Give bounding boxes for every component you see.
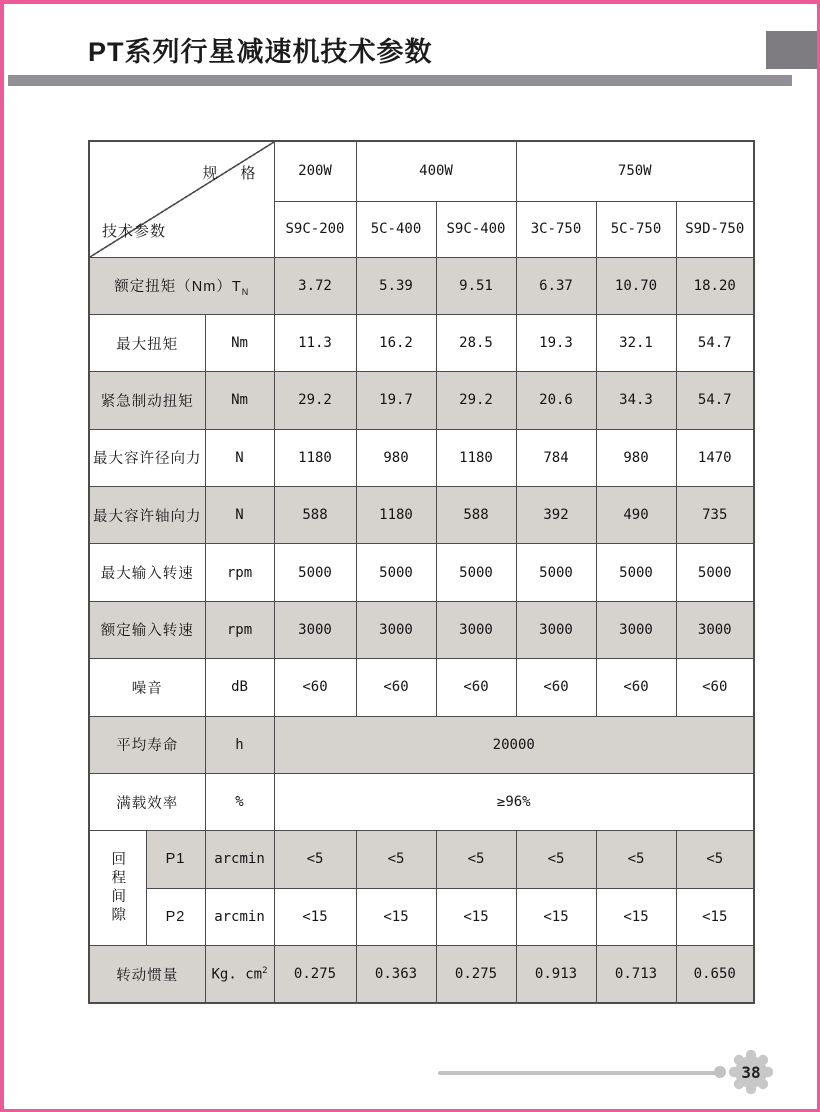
table-row — [89, 831, 754, 888]
row-label — [89, 257, 274, 314]
table-row — [89, 544, 754, 601]
value-cell: <60 — [676, 659, 754, 716]
row-label-text: 噪音 — [131, 680, 163, 697]
page-title: PT系列行星减速机技术参数 — [88, 37, 433, 67]
value-cell: 11.3 — [274, 314, 356, 371]
row-label-text: 额定扭矩（Nm）T — [114, 278, 242, 295]
table-row — [89, 716, 754, 773]
value-cell: 5000 — [516, 544, 596, 601]
model-header: 5C-750 — [596, 201, 676, 257]
unit-cell — [205, 888, 274, 945]
row-label-text: 最大扭矩 — [116, 336, 179, 353]
value-cell: <60 — [516, 659, 596, 716]
unit-superscript: 2 — [262, 965, 268, 976]
row-label — [89, 773, 205, 830]
corner-cell — [89, 141, 274, 257]
value-cell: 1180 — [356, 487, 436, 544]
value-cell: <60 — [274, 659, 356, 716]
row-label — [146, 888, 205, 945]
table-body — [89, 257, 754, 1003]
row-label-text: 紧急制动扭矩 — [100, 393, 194, 410]
table-row — [89, 372, 754, 429]
row-label-text: 最大输入转速 — [100, 566, 194, 583]
value-cell: 54.7 — [676, 372, 754, 429]
value-cell: 980 — [596, 429, 676, 486]
value-cell: 29.2 — [436, 372, 516, 429]
value-cell: 3000 — [596, 601, 676, 658]
value-cell: 490 — [596, 487, 676, 544]
value-cell: <60 — [356, 659, 436, 716]
value-cell: 1470 — [676, 429, 754, 486]
header-corner-block — [766, 31, 817, 69]
value-cell: 980 — [356, 429, 436, 486]
value-cell: 3000 — [274, 601, 356, 658]
value-cell: 5000 — [596, 544, 676, 601]
value-cell: 0.275 — [274, 946, 356, 1004]
value-cell: 5000 — [356, 544, 436, 601]
table-row — [89, 888, 754, 945]
row-label — [89, 487, 205, 544]
value-cell: 54.7 — [676, 314, 754, 371]
row-label-text: P2 — [165, 908, 186, 925]
table-row — [89, 141, 754, 201]
value-cell: <15 — [274, 888, 356, 945]
table-row — [89, 487, 754, 544]
value-cell: 5.39 — [356, 257, 436, 314]
value-cell: 735 — [676, 487, 754, 544]
row-label-text: 最大容许径向力 — [93, 451, 202, 468]
unit-text: N — [235, 449, 244, 466]
value-cell: 588 — [274, 487, 356, 544]
value-cell: 0.913 — [516, 946, 596, 1004]
row-label — [89, 601, 205, 658]
value-cell: ≥96% — [274, 773, 754, 830]
page-number: 38 — [741, 1062, 761, 1082]
unit-text: % — [235, 794, 244, 811]
unit-cell — [205, 372, 274, 429]
value-cell: 34.3 — [596, 372, 676, 429]
value-cell: <5 — [676, 831, 754, 888]
value-cell: <15 — [596, 888, 676, 945]
spec-label: 规 格 — [202, 165, 260, 182]
params-label: 技术参数 — [102, 222, 167, 240]
value-cell: 392 — [516, 487, 596, 544]
unit-text: arcmin — [214, 851, 265, 868]
value-cell: 19.7 — [356, 372, 436, 429]
value-cell: 3000 — [436, 601, 516, 658]
row-label-subscript: N — [241, 286, 250, 297]
unit-cell — [205, 487, 274, 544]
value-cell: <15 — [436, 888, 516, 945]
footer-dot — [714, 1066, 726, 1078]
value-cell: <5 — [596, 831, 676, 888]
table-row — [89, 257, 754, 314]
row-label — [89, 716, 205, 773]
table-header — [89, 141, 754, 257]
header-underline — [8, 75, 792, 86]
footer-rule — [438, 1071, 718, 1075]
model-header: 5C-400 — [356, 201, 436, 257]
unit-text: Nm — [231, 335, 248, 352]
value-cell: 28.5 — [436, 314, 516, 371]
page-number-gear — [728, 1049, 774, 1095]
row-label — [89, 946, 205, 1004]
value-cell: 784 — [516, 429, 596, 486]
row-label — [89, 544, 205, 601]
value-cell: <60 — [596, 659, 676, 716]
backlash-group-label: 回程间隙 — [89, 831, 146, 946]
unit-cell — [205, 314, 274, 371]
value-cell: 10.70 — [596, 257, 676, 314]
value-cell: 3000 — [676, 601, 754, 658]
value-cell: <5 — [516, 831, 596, 888]
value-cell: 3000 — [516, 601, 596, 658]
value-cell: 32.1 — [596, 314, 676, 371]
value-cell: 0.650 — [676, 946, 754, 1004]
power-group-header: 750W — [516, 141, 754, 201]
value-cell: 20.6 — [516, 372, 596, 429]
value-cell: 1180 — [274, 429, 356, 486]
value-cell: <15 — [356, 888, 436, 945]
row-label-text: 最大容许轴向力 — [93, 508, 202, 525]
value-cell: 5000 — [436, 544, 516, 601]
spec-table — [88, 140, 755, 1004]
value-cell: 5000 — [676, 544, 754, 601]
unit-text: dB — [231, 679, 248, 696]
unit-text: Nm — [231, 392, 248, 409]
unit-cell — [205, 544, 274, 601]
power-group-header: 200W — [274, 141, 356, 201]
row-label — [89, 314, 205, 371]
unit-text: N — [235, 507, 244, 524]
table-row — [89, 429, 754, 486]
value-cell: 29.2 — [274, 372, 356, 429]
power-group-header: 400W — [356, 141, 516, 201]
model-header: S9D-750 — [676, 201, 754, 257]
value-cell: <15 — [676, 888, 754, 945]
row-label-text: 转动惯量 — [116, 967, 179, 984]
table-row — [89, 314, 754, 371]
value-cell: <15 — [516, 888, 596, 945]
value-cell: 19.3 — [516, 314, 596, 371]
value-cell: 0.713 — [596, 946, 676, 1004]
unit-cell — [205, 429, 274, 486]
value-cell: 3000 — [356, 601, 436, 658]
unit-cell — [205, 831, 274, 888]
unit-text: rpm — [226, 564, 253, 581]
value-cell: 5000 — [274, 544, 356, 601]
unit-cell — [205, 659, 274, 716]
value-cell: 1180 — [436, 429, 516, 486]
model-header: 3C-750 — [516, 201, 596, 257]
unit-cell — [205, 601, 274, 658]
table-row — [89, 773, 754, 830]
value-cell: 0.363 — [356, 946, 436, 1004]
row-label-text: P1 — [165, 851, 186, 868]
value-cell: 588 — [436, 487, 516, 544]
value-cell: 16.2 — [356, 314, 436, 371]
unit-text: arcmin — [214, 908, 265, 925]
model-header: S9C-400 — [436, 201, 516, 257]
value-cell: 0.275 — [436, 946, 516, 1004]
value-cell: <60 — [436, 659, 516, 716]
table-row — [89, 946, 754, 1004]
unit-cell — [205, 773, 274, 830]
value-cell: 18.20 — [676, 257, 754, 314]
value-cell: 6.37 — [516, 257, 596, 314]
unit-text: rpm — [226, 621, 253, 638]
row-label-text: 额定输入转速 — [100, 623, 194, 640]
value-cell: <5 — [436, 831, 516, 888]
row-label — [89, 429, 205, 486]
unit-cell — [205, 716, 274, 773]
value-cell: 20000 — [274, 716, 754, 773]
row-label — [89, 372, 205, 429]
unit-text: Kg. cm — [211, 966, 263, 983]
table-row — [89, 659, 754, 716]
value-cell: <5 — [356, 831, 436, 888]
unit-text: h — [235, 736, 244, 753]
value-cell: 3.72 — [274, 257, 356, 314]
row-label — [89, 659, 205, 716]
model-header: S9C-200 — [274, 201, 356, 257]
row-label-text: 满载效率 — [116, 795, 179, 812]
value-cell: <5 — [274, 831, 356, 888]
row-label — [146, 831, 205, 888]
value-cell: 9.51 — [436, 257, 516, 314]
row-label-text: 平均寿命 — [116, 738, 179, 755]
unit-cell — [205, 946, 274, 1004]
table-row — [89, 601, 754, 658]
